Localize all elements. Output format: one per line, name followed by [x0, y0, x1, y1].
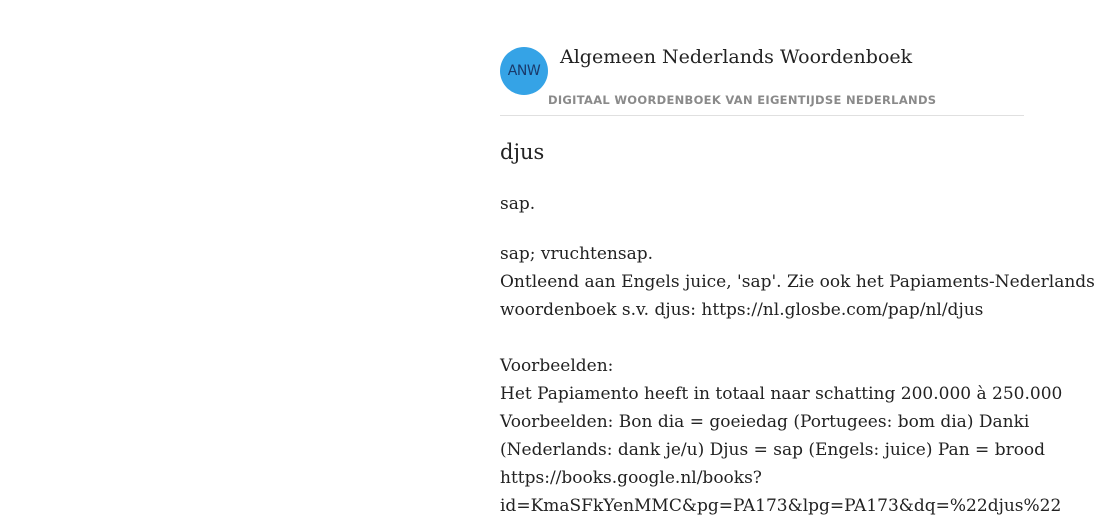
entry-line: Voorbeelden:: [500, 356, 614, 376]
entry-line: (Nederlands: dank je/u) Djus = sap (Engels: juice) Pan = brood: [500, 440, 1046, 460]
header-divider: [500, 115, 1024, 116]
entry-line[interactable]: https://books.google.nl/books?: [500, 468, 762, 488]
entry-line-blank: [500, 324, 1120, 352]
entry-headword: djus: [500, 140, 545, 164]
entry-line[interactable]: woordenboek s.v. djus: https://nl.glosbe.com/pap/nl/djus: [500, 300, 984, 320]
site-title[interactable]: Algemeen Nederlands Woordenboek: [560, 46, 913, 68]
site-subtitle: DIGITAAL WOORDENBOEK VAN EIGENTIJDSE NEDERLANDS: [548, 93, 937, 107]
entry-line[interactable]: id=KmaSFkYenMMC&pg=PA173&lpg=PA173&dq=%22djus%22: [500, 496, 1062, 516]
entry-body: [500, 240, 1120, 520]
entry-line: Het Papiamento heeft in totaal naar schatting 200.000 à 250.000: [500, 384, 1063, 404]
entry-line: sap; vruchtensap.: [500, 244, 654, 264]
entry-line: Ontleend aan Engels juice, 'sap'. Zie ook het Papiaments-Nederlands: [500, 272, 1095, 292]
dictionary-page: [500, 0, 1095, 516]
anw-logo[interactable]: ANW: [500, 47, 548, 95]
entry-line: Voorbeelden: Bon dia = goeiedag (Portugees: bom dia) Danki: [500, 412, 1030, 432]
entry-short-definition: sap.: [500, 194, 536, 214]
